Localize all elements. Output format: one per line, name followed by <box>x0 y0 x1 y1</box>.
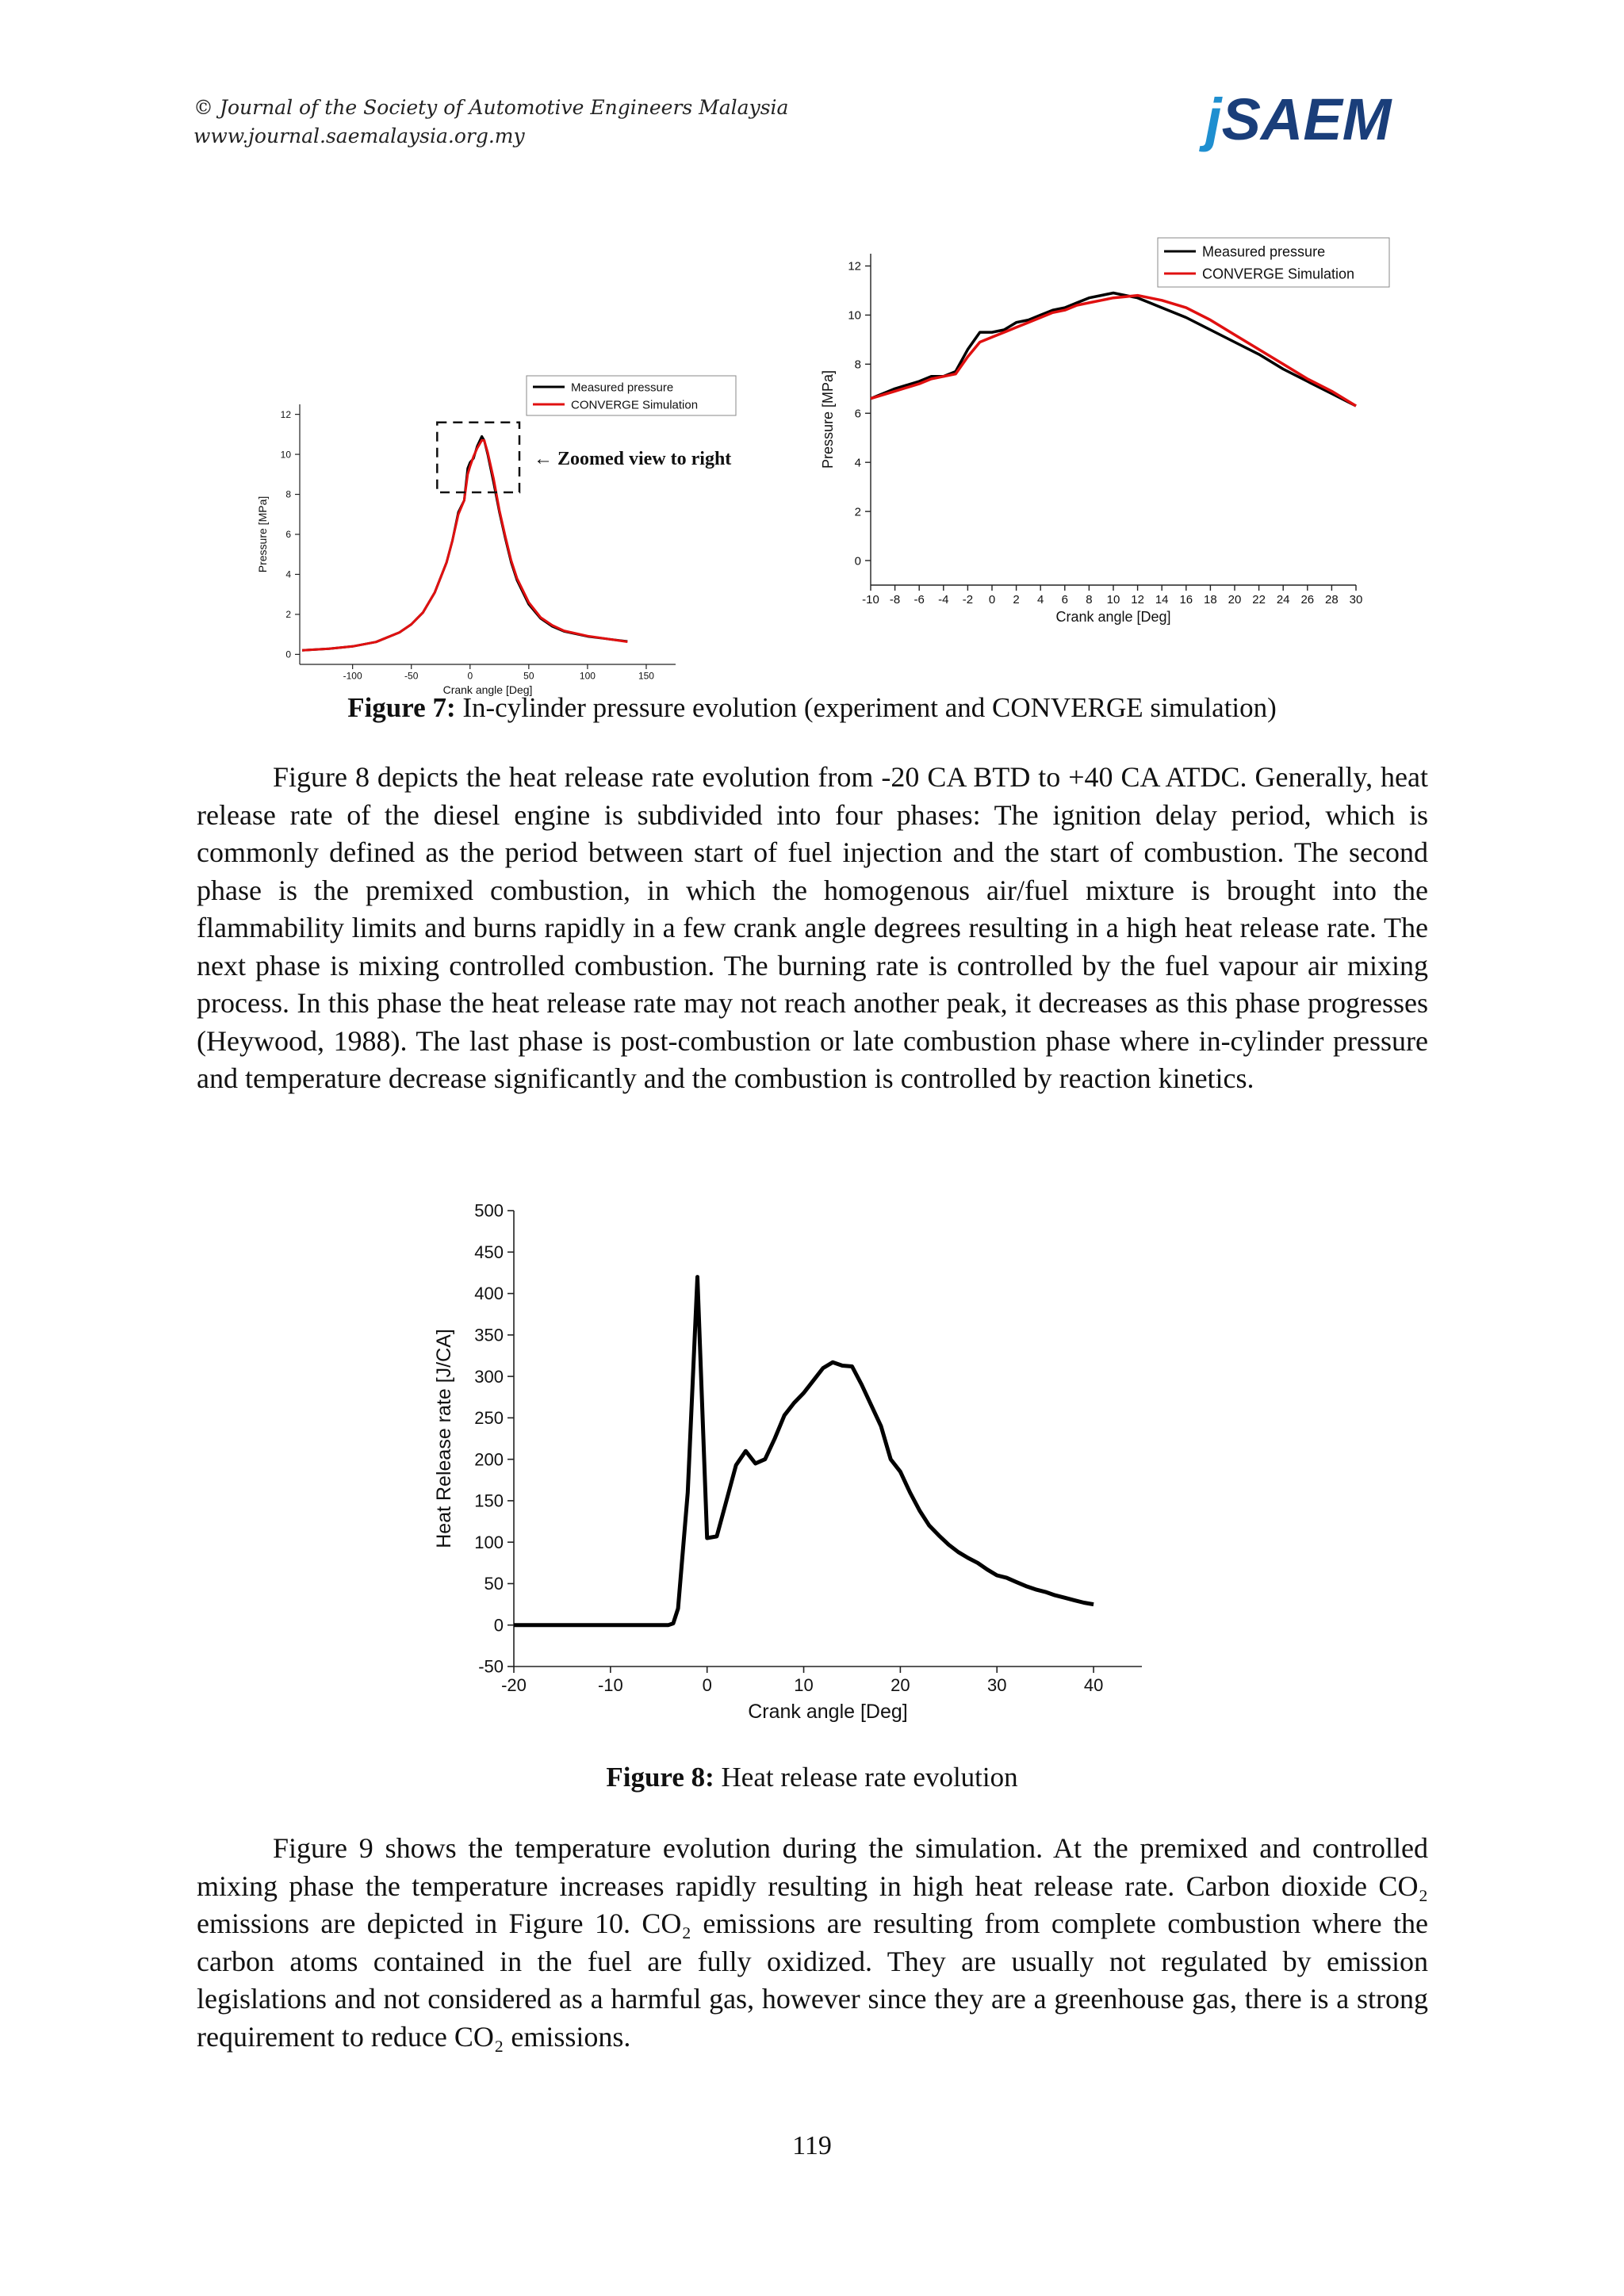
y-tick-label: 250 <box>474 1408 504 1429</box>
y-tick-label: 2 <box>285 609 291 621</box>
x-tick-label: 22 <box>1252 592 1266 607</box>
x-tick-label: 24 <box>1276 592 1290 607</box>
figure8-caption <box>0 1762 1624 1793</box>
x-tick-label: 16 <box>1179 592 1193 607</box>
figure8-caption-text: Heat release rate evolution <box>714 1762 1018 1793</box>
y-tick-label: 300 <box>474 1366 504 1387</box>
y-tick-label: 0 <box>854 554 861 568</box>
y-axis-label: Heat Release rate [J/CA] <box>433 1329 455 1548</box>
figure7-caption-text: In-cylinder pressure evolution (experiment and CONVERGE simulation) <box>455 692 1277 723</box>
y-tick-label: 6 <box>285 529 291 541</box>
zoom-annotation: ← Zoomed view to right <box>533 449 732 470</box>
x-tick-label: 14 <box>1155 592 1169 607</box>
series-line <box>302 440 627 650</box>
y-tick-label: -50 <box>478 1656 504 1677</box>
figure7-caption-label: Figure 7: <box>347 692 456 723</box>
series-line <box>514 1277 1094 1625</box>
y-tick-label: 4 <box>285 568 291 580</box>
y-tick-label: 0 <box>285 649 291 660</box>
x-tick-label: 2 <box>1013 592 1020 607</box>
y-tick-label: 150 <box>474 1490 504 1511</box>
y-tick-label: 500 <box>474 1200 504 1221</box>
x-tick-label: 0 <box>467 670 473 682</box>
y-tick-label: 8 <box>285 488 291 500</box>
y-tick-label: 6 <box>854 407 861 421</box>
x-tick-label: 20 <box>1228 592 1242 607</box>
x-tick-label: 8 <box>1086 592 1093 607</box>
x-tick-label: -4 <box>938 592 949 607</box>
y-tick-label: 2 <box>854 505 861 519</box>
x-axis-label: Crank angle [Deg] <box>748 1701 908 1724</box>
y-tick-label: 200 <box>474 1449 504 1470</box>
y-axis-label: Pressure [MPa] <box>256 496 269 573</box>
y-tick-label: 100 <box>474 1532 504 1552</box>
x-tick-label: 20 <box>891 1675 910 1696</box>
body-paragraph-1: Figure 8 depicts the heat release rate evolution from -20 CA BTD to +40 CA ATDC. Generally, heat release rate of the diesel engine is subdivided into four phases: The ignition delay period, which is commonly defined as the period between start of fuel injection and the start of combustion. The second phase is the premixed combustion, in which the homogenous air/fuel mixture is brought into the flammability limits and burns rapidly in a few crank angle degrees resulting in a high heat release rate. The next phase is mixing controlled combustion. The burning rate is controlled by the fuel vapour air mixing process. In this phase the heat release rate may not reach another peak, it decreases as this phase progresses (Heywood, 1988). The last phase is post-combustion or late combustion phase where in-cylinder pressure and temperature decrease significantly and the combustion is controlled by reaction kinetics. <box>197 761 1428 1094</box>
x-tick-label: 6 <box>1061 592 1068 607</box>
zoom-box <box>437 423 519 492</box>
x-axis-label: Crank angle [Deg] <box>1055 609 1171 625</box>
x-tick-label: -8 <box>889 592 901 607</box>
page-number: 119 <box>792 2131 832 2160</box>
y-tick-label: 12 <box>280 408 291 420</box>
figure7-caption <box>0 692 1624 724</box>
body-paragraph-2: Figure 9 shows the temperature evolution during the simulation. At the premixed and controlled mixing phase the temperature increases rapidly resulting in high heat release rate. Carbon dioxide CO₂ emissions are depicted in Figure 10. CO₂ emissions are resulting from complete combustion where the carbon atoms contained in the fuel are fully oxidized. They are usually not regulated by emission legislations and not considered as a harmful gas, however since they are a greenhouse gas, there is a strong requirement to reduce CO₂ emissions. <box>197 1832 1428 2053</box>
figure7-right-chart <box>817 230 1388 674</box>
x-axis-label: Crank angle [Deg] <box>442 683 533 697</box>
journal-header <box>193 94 788 151</box>
x-tick-label: 10 <box>794 1675 814 1696</box>
y-axis-label: Pressure [MPa] <box>820 369 836 469</box>
logo-j-letter: j <box>1205 86 1222 152</box>
logo-saem-letters: SAEM <box>1221 86 1392 152</box>
figure7-container <box>238 230 1388 697</box>
x-tick-label: 26 <box>1300 592 1315 607</box>
x-tick-label: 50 <box>523 670 534 682</box>
series-line <box>871 293 1356 407</box>
x-tick-label: 100 <box>579 670 596 682</box>
y-tick-label: 50 <box>484 1574 504 1594</box>
y-tick-label: 400 <box>474 1284 504 1304</box>
x-tick-label: -2 <box>962 592 974 607</box>
journal-title: © Journal of the Society of Automotive Engineers Malaysia <box>193 96 789 119</box>
legend-entry: CONVERGE Simulation <box>1202 266 1355 282</box>
journal-url: www.journal.saemalaysia.org.my <box>193 124 525 147</box>
y-tick-label: 10 <box>848 308 861 323</box>
legend-entry: Measured pressure <box>1202 243 1326 260</box>
x-tick-label: 4 <box>1037 592 1044 607</box>
y-tick-label: 12 <box>848 259 861 274</box>
y-tick-label: 10 <box>280 449 291 461</box>
x-tick-label: 0 <box>988 592 996 607</box>
x-tick-label: 30 <box>1349 592 1363 607</box>
figure8-caption-label: Figure 8: <box>606 1762 714 1793</box>
y-tick-label: 0 <box>493 1615 504 1636</box>
x-tick-label: 10 <box>1106 592 1120 607</box>
y-tick-label: 4 <box>854 456 861 470</box>
legend-entry: Measured pressure <box>571 381 674 395</box>
x-tick-label: -20 <box>501 1675 527 1696</box>
series-line <box>871 296 1356 406</box>
x-tick-label: -6 <box>914 592 925 607</box>
x-tick-label: 150 <box>638 670 654 682</box>
x-tick-label: 12 <box>1131 592 1144 607</box>
x-tick-label: 0 <box>702 1675 712 1696</box>
figure7-left-chart <box>238 293 732 737</box>
x-tick-label: -50 <box>404 670 419 682</box>
legend-entry: CONVERGE Simulation <box>571 398 699 412</box>
y-tick-label: 8 <box>854 358 861 372</box>
x-tick-label: 40 <box>1083 1675 1104 1696</box>
x-tick-label: 28 <box>1325 592 1339 607</box>
x-tick-label: -10 <box>862 592 879 607</box>
x-tick-label: -100 <box>343 670 362 682</box>
x-tick-label: 30 <box>986 1675 1007 1696</box>
y-tick-label: 450 <box>474 1242 504 1262</box>
x-tick-label: -10 <box>597 1675 623 1696</box>
y-tick-label: 350 <box>474 1325 504 1345</box>
jsaem-logo <box>1199 86 1437 152</box>
logo-lettering <box>1199 86 1392 152</box>
x-tick-label: 18 <box>1204 592 1217 607</box>
figure8-chart <box>412 1189 1142 1744</box>
